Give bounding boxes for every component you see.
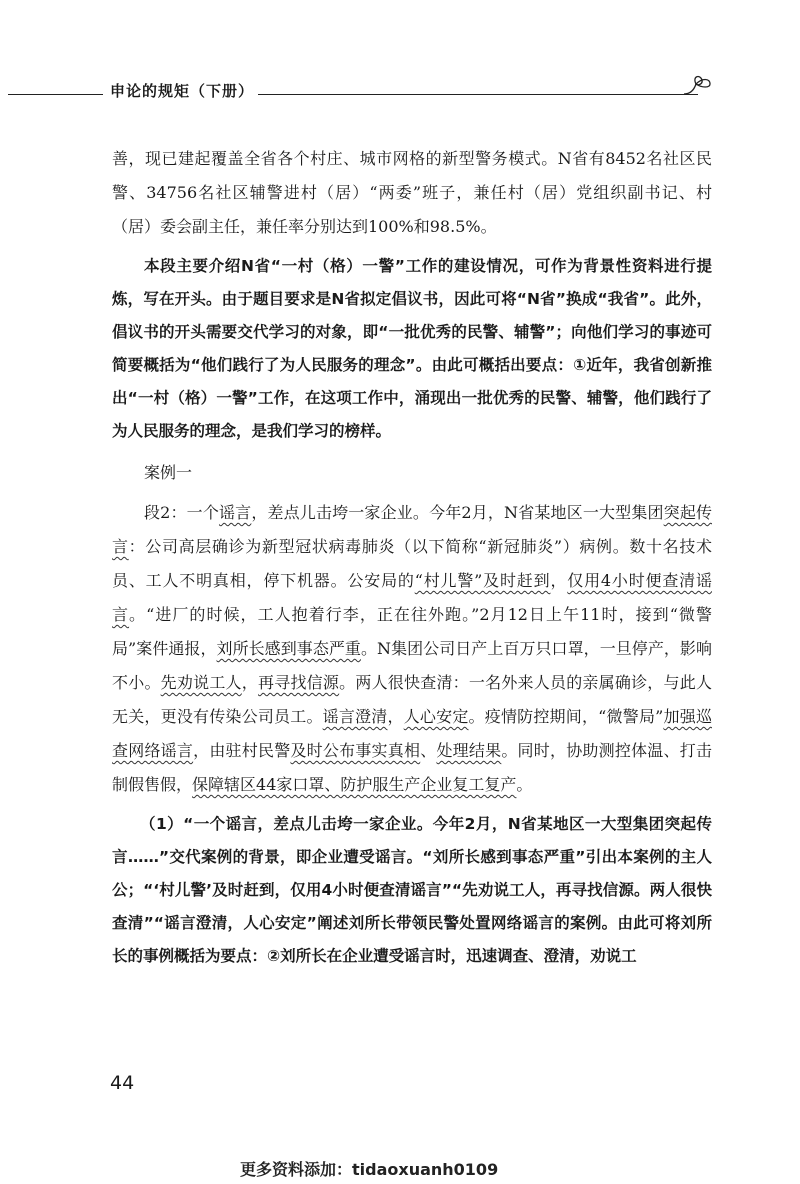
book-title: 申论的规矩（下册）	[110, 82, 255, 100]
footer-watermark-text: 更多资料添加：tidaoxuanh0109	[240, 1160, 499, 1179]
leaf-ornament-icon	[680, 72, 714, 98]
analysis-paragraph-2: （1）“一个谣言，差点儿击垮一家企业。今年2月，N省某地区一大型集团突起传言……”交代案例的背景，即企业遭受谣言。“刘所长感到事态严重”引出本案例的主人公；“‘村儿警’及时赶到，仅用4小时便查清谣言”“先劝说工人，再寻找信源。两人很快查清”“谣言澄清，人心安定”阐述刘所长带领民警处置网络谣言的案例。由此可将刘所长的事例概括为要点：②刘所长在企业遭受谣言时，迅速调查、澄清，劝说工	[112, 815, 712, 965]
underlined-phrase: “村儿警”及时赶到	[414, 571, 551, 590]
underlined-phrase: 及时公布事实真相	[290, 741, 421, 760]
intro-paragraph: 善，现已建起覆盖全省各个村庄、城市网格的新型警务模式。N省有8452名社区民警、34756名社区辅警进村（居）“两委”班子，兼任村（居）党组织副书记、村（居）委会副主任，兼任率分别达到100%和98.5%。	[112, 149, 712, 236]
underlined-phrase: 保障辖区44家口罩、防护服生产企业复工复产	[192, 775, 517, 794]
underlined-phrase: 仅用4小时便查清谣言	[112, 571, 712, 624]
case-heading: 案例一	[144, 463, 193, 482]
underlined-phrase: 加强巡查网络谣言	[112, 707, 712, 760]
underlined-phrase: 谣言澄清	[322, 707, 388, 726]
underlined-phrase: 人心安定	[403, 707, 469, 726]
underlined-phrase: 先劝说工人	[160, 673, 242, 692]
page-number: 44	[110, 1072, 135, 1094]
header-rule-left	[8, 94, 103, 95]
underlined-phrase: 突起传言	[112, 503, 712, 556]
case-paragraph: 段2：一个谣言，差点儿击垮一家企业。今年2月，N省某地区一大型集团突起传言：公司高层确诊为新型冠状病毒肺炎（以下简称“新冠肺炎”）病例。数十名技术员、工人不明真相，停下机器。公安局的“村儿警”及时赶到，仅用4小时便查清谣言。“进厂的时候，工人抱着行李，正在往外跑。”2月12日上午11时，接到“微警局”案件通报，刘所长感到事态严重。N集团公司日产上百万只口罩，一旦停产，影响不小。先劝说工人，再寻找信源。两人很快查清：一名外来人员的亲属确诊，与此人无关，更没有传染公司员工。谣言澄清，人心安定。疫情防控期间，“微警局”加强巡查网络谣言，由驻村民警及时公布事实真相、处理结果。同时，协助测控体温、打击制假售假，保障辖区44家口罩、防护服生产企业复工复产。	[112, 503, 712, 794]
underlined-phrase: 谣言	[218, 503, 252, 522]
underlined-phrase: 处理结果	[436, 741, 502, 760]
underlined-phrase: 刘所长感到事态严重	[216, 639, 361, 658]
header-rule-right	[258, 94, 698, 95]
analysis-paragraph-1: 本段主要介绍N省“一村（格）一警”工作的建设情况，可作为背景性资料进行提炼，写在开头。由于题目要求是N省拟定倡议书，因此可将“N省”换成“我省”。此外，倡议书的开头需要交代学习的对象，即“一批优秀的民警、辅警”；向他们学习的事迹可简要概括为“他们践行了为人民服务的理念”。由此可概括出要点：①近年，我省创新推出“一村（格）一警”工作，在这项工作中，涌现出一批优秀的民警、辅警，他们践行了为人民服务的理念，是我们学习的榜样。	[112, 257, 712, 440]
page-content	[112, 142, 712, 973]
running-header	[0, 72, 800, 102]
underlined-phrase: 再寻找信源	[258, 673, 340, 692]
